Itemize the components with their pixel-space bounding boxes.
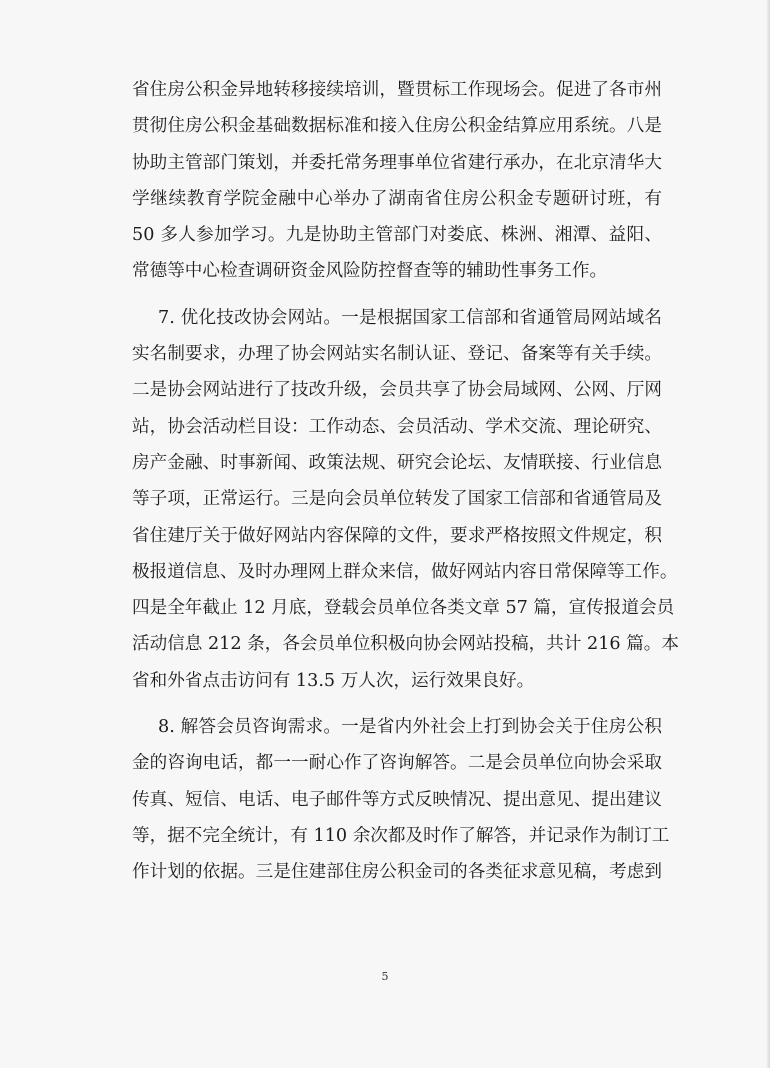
text-line: 贯彻住房公积金基础数据标准和接入住房公积金结算应用系统。八是 bbox=[132, 116, 662, 137]
text-line: 常德等中心检查调研资金风险防控督查等的辅助性事务工作。 bbox=[132, 261, 608, 282]
paragraph-1 bbox=[132, 72, 662, 290]
text-line: 四是全年截止 12 月底，登载会员单位各类文章 57 篇，宣传报道会员 bbox=[132, 598, 675, 619]
text-line: 等，据不完全统计，有 110 余次都及时作了解答，并记录作为制订工 bbox=[132, 825, 670, 846]
text-line: 传真、短信、电话、电子邮件等方式反映情况、提出意见、提出建议 bbox=[132, 789, 662, 810]
text-line: 作计划的依据。三是住建部住房公积金司的各类征求意见稿，考虑到 bbox=[132, 862, 662, 883]
text-line: 7. 优化技改协会网站。一是根据国家工信部和省通管局网站域名 bbox=[158, 307, 662, 328]
text-line: 省和外省点击访问有 13.5 万人次，运行效果良好。 bbox=[132, 670, 535, 691]
text-line: 活动信息 212 条，各会员单位积极向协会网站投稿，共计 216 篇。本 bbox=[132, 634, 679, 655]
paragraph-2 bbox=[132, 300, 679, 699]
text-line: 省住房公积金异地转移接续培训，暨贯标工作现场会。促进了各市州 bbox=[132, 80, 662, 100]
text-line: 省住建厅关于做好网站内容保障的文件，要求严格按照文件规定，积 bbox=[132, 525, 662, 546]
text-line: 协助主管部门策划，并委托常务理事单位省建行承办，在北京清华大 bbox=[132, 152, 662, 173]
paragraph-3 bbox=[132, 709, 670, 890]
paragraph-gap bbox=[132, 290, 662, 300]
text-line: 站，协会活动栏目设：工作动态、会员活动、学术交流、理论研究、 bbox=[132, 416, 662, 437]
text-line: 金的咨询电话，都一一耐心作了咨询解答。二是会员单位向协会采取 bbox=[132, 753, 662, 774]
text-line: 极报道信息、及时办理网上群众来信，做好网站内容日常保障等工作。 bbox=[132, 561, 678, 582]
page-number: 5 bbox=[381, 970, 389, 983]
text-line: 8. 解答会员咨询需求。一是省内外社会上打到协会关于住房公积 bbox=[158, 717, 662, 738]
text-line: 实名制要求，办理了协会网站实名制认证、登记、备案等有关手续。 bbox=[132, 344, 662, 365]
paragraph-gap bbox=[132, 699, 662, 709]
text-line: 等子项，正常运行。三是向会员单位转发了国家工信部和省通管局及 bbox=[132, 489, 662, 510]
text-line: 二是协会网站进行了技改升级，会员共享了协会局域网、公网、厅网 bbox=[132, 380, 662, 401]
document-body bbox=[132, 72, 679, 891]
text-line: 学继续教育学院金融中心举办了湖南省住房公积金专题研讨班，有 bbox=[132, 188, 662, 209]
text-line: 50 多人参加学习。九是协助主管部门对娄底、株洲、湘潭、益阳、 bbox=[132, 225, 662, 246]
text-line: 房产金融、时事新闻、政策法规、研究会论坛、友情联接、行业信息 bbox=[132, 452, 662, 473]
